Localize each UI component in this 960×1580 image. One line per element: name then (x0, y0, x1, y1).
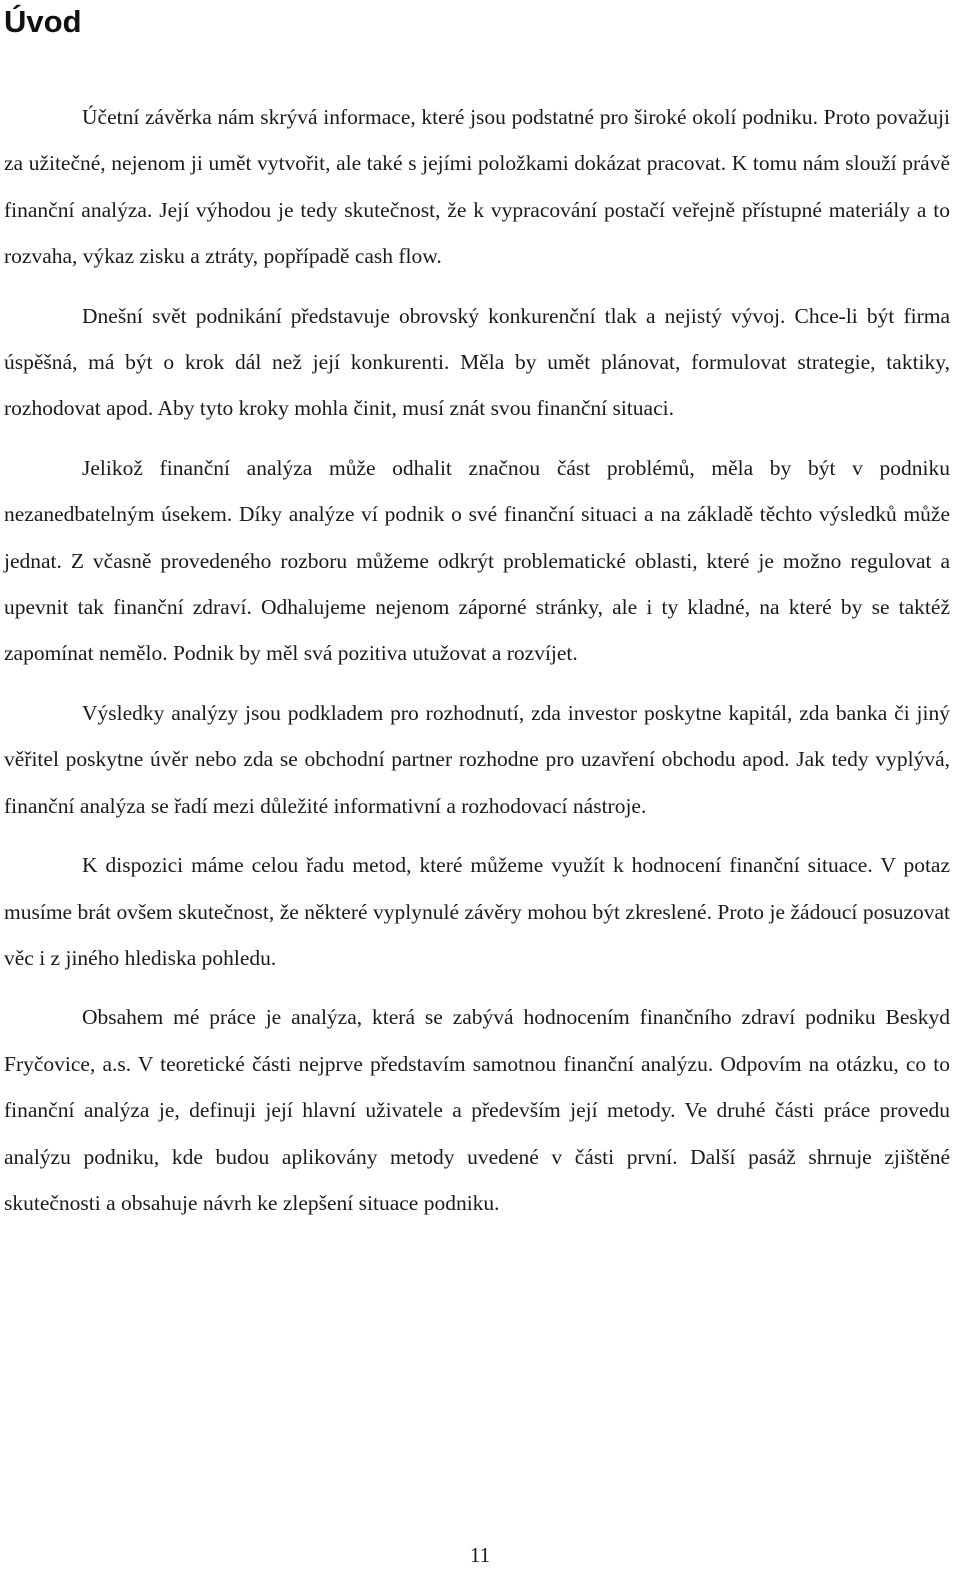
paragraph-2: Dnešní svět podnikání představuje obrovský konkurenční tlak a nejistý vývoj. Chce-li být firma úspěšná, má být o krok dál než její konkurenti. Měla by umět plánovat, formulovat strategie, taktiky, rozhodovat apod. Aby tyto kroky mohla činit, musí znát svou finanční situaci. (4, 303, 950, 421)
paragraph-1: Účetní závěrka nám skrývá informace, které jsou podstatné pro široké okolí podniku. Proto považuji za užitečné, nejenom ji umět vytvořit, ale také s jejími položkami dokázat pracovat. K tomu nám slouží právě finanční analýza. Její výhodou je tedy skutečnost, že k vypracování postačí veřejně přístupné materiály a to rozvaha, výkaz zisku a ztráty, popřípadě cash flow. (4, 105, 950, 269)
page-number: 11 (469, 1543, 491, 1567)
paragraph-4: Výsledky analýzy jsou podkladem pro rozhodnutí, zda investor poskytne kapitál, zda banka či jiný věřitel poskytne úvěr nebo zda se obchodní partner rozhodne pro uzavření obchodu apod. Jak tedy vyplývá, finanční analýza se řadí mezi důležité informativní a rozhodovací nástroje. (4, 700, 950, 818)
page-title: Úvod (4, 4, 82, 39)
paragraph-5: K dispozici máme celou řadu metod, které můžeme využít k hodnocení finanční situace. V potaz musíme brát ovšem skutečnost, že některé vyplynulé závěry mohou být zkreslené. Proto je žádoucí posuzovat věc i z jiného hlediska pohledu. (4, 853, 950, 970)
paragraph-6: Obsahem mé práce je analýza, která se zabývá hodnocením finančního zdraví podniku Beskyd Fryčovice, a.s. V teoretické části nejprve představím samotnou finanční analýzu. Odpovím na otázku, co to finanční analýza je, definuji její hlavní uživatele a především její metody. Ve druhé části práce provedu analýzu podniku, kde budou aplikovány metody uvedené v části první. Další pasáž shrnuje zjištěné skutečnosti a obsahuje návrh ke zlepšení situace podniku. (4, 1005, 950, 1215)
body-text (4, 94, 950, 1226)
paragraph-3: Jelikož finanční analýza může odhalit značnou část problémů, měla by být v podniku nezanedbatelným úsekem. Díky analýze ví podnik o své finanční situaci a na základě těchto výsledků může jednat. Z včasně provedeného rozboru můžeme odkrýt problematické oblasti, které je možno regulovat a upevnit tak finanční zdraví. Odhalujeme nejenom záporné stránky, ale i ty kladné, na které by se taktéž zapomínat nemělo. Podnik by měl svá pozitiva utužovat a rozvíjet. (4, 455, 950, 666)
